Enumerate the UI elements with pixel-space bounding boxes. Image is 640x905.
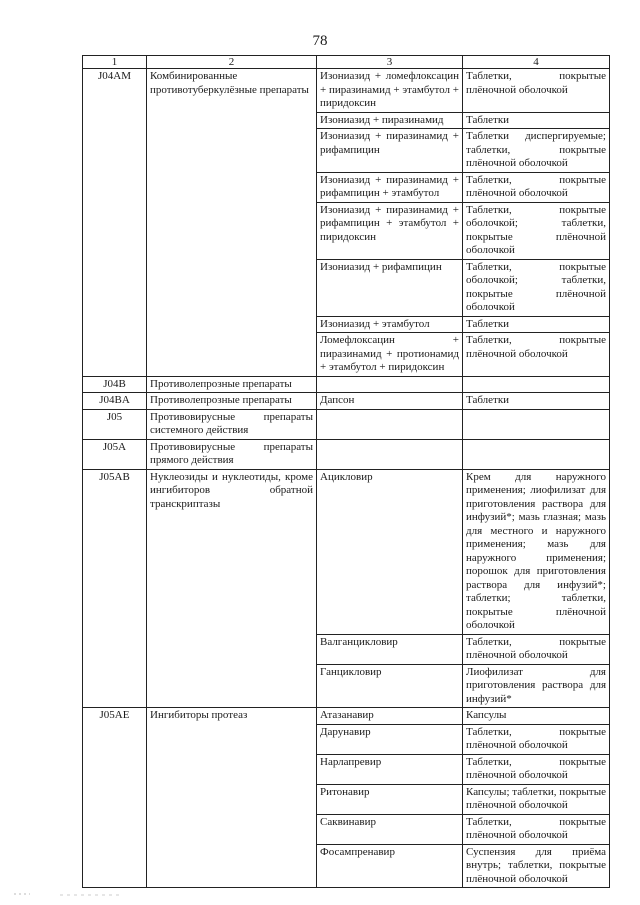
drug-name-cell: Изониазид + пиразинамид — [317, 112, 463, 129]
drug-name-cell: Ганцикловир — [317, 664, 463, 708]
atc-code-cell: J04BA — [83, 393, 147, 410]
scan-edge-marks — [0, 880, 640, 905]
dosage-form-cell: Крем для наружного применения; лиофилизат для приготовления раствора для инфузий*; мазь глазная; мазь для местного и наружного применения; мазь для наружного применения; порошок для приготовления раствора для инфузий*; таблетки; таблетки, покрытые плёночной оболочкой — [463, 469, 610, 634]
group-name-cell: Ингибиторы протеаз — [147, 708, 317, 888]
atc-code-cell: J04B — [83, 376, 147, 393]
dosage-form-cell: Суспензия для приёма внутрь; таблетки, покрытые плёночной оболочкой — [463, 844, 610, 888]
drug-table — [82, 55, 610, 888]
drug-name-cell: Фосампренавир — [317, 844, 463, 888]
table-row — [83, 69, 610, 113]
dosage-form-cell: Таблетки, покрытые плёночной оболочкой — [463, 69, 610, 113]
dosage-form-cell: Таблетки, покрытые плёночной оболочкой — [463, 634, 610, 664]
dosage-form-cell — [463, 376, 610, 393]
drug-name-cell — [317, 409, 463, 439]
drug-name-cell: Ритонавир — [317, 784, 463, 814]
drug-name-cell — [317, 439, 463, 469]
dosage-form-cell — [463, 439, 610, 469]
group-name-cell: Противовирусные препараты прямого действия — [147, 439, 317, 469]
drug-name-cell: Дарунавир — [317, 724, 463, 754]
dosage-form-cell: Таблетки — [463, 316, 610, 333]
header-col-4: 4 — [463, 56, 610, 69]
drug-name-cell: Изониазид + пиразинамид + рифампицин — [317, 129, 463, 173]
drug-name-cell: Валганцикловир — [317, 634, 463, 664]
group-name-cell: Нуклеозиды и нуклеотиды, кроме ингибиторов обратной транскриптазы — [147, 469, 317, 708]
header-col-3: 3 — [317, 56, 463, 69]
dosage-form-cell: Таблетки, покрытые плёночной оболочкой — [463, 754, 610, 784]
group-name-cell: Противовирусные препараты системного действия — [147, 409, 317, 439]
table-row — [83, 439, 610, 469]
dosage-form-cell: Таблетки, покрытые оболочкой; таблетки, покрытые плёночной оболочкой — [463, 259, 610, 316]
table-row — [83, 393, 610, 410]
table-row — [83, 376, 610, 393]
group-name-cell: Противолепрозные препараты — [147, 376, 317, 393]
drug-name-cell: Изониазид + этамбутол — [317, 316, 463, 333]
drug-name-cell: Ацикловир — [317, 469, 463, 634]
group-name-cell: Комбинированные противотуберкулёзные препараты — [147, 69, 317, 377]
atc-code-cell: J05 — [83, 409, 147, 439]
dosage-form-cell: Таблетки диспергируемые; таблетки, покрытые плёночной оболочкой — [463, 129, 610, 173]
table-header-row — [83, 56, 610, 69]
drug-name-cell: Изониазид + рифампицин — [317, 259, 463, 316]
drug-name-cell: Изониазид + пиразинамид + рифампицин + этамбутол + пиридоксин — [317, 202, 463, 259]
atc-code-cell: J05AE — [83, 708, 147, 888]
drug-name-cell: Изониазид + ломефлоксацин + пиразинамид + этамбутол + пиридоксин — [317, 69, 463, 113]
dosage-form-cell: Таблетки, покрытые плёночной оболочкой — [463, 724, 610, 754]
drug-name-cell: Изониазид + пиразинамид + рифампицин + этамбутол — [317, 172, 463, 202]
table-row — [83, 409, 610, 439]
drug-name-cell: Атазанавир — [317, 708, 463, 725]
group-name-cell: Противолепрозные препараты — [147, 393, 317, 410]
drug-name-cell: Нарлапревир — [317, 754, 463, 784]
table-row — [83, 469, 610, 634]
drug-name-cell: Ломефлоксацин + пиразинамид + протионамид + этамбутол + пиридоксин — [317, 333, 463, 377]
dosage-form-cell: Таблетки, покрытые плёночной оболочкой — [463, 172, 610, 202]
drug-name-cell: Дапсон — [317, 393, 463, 410]
page-number: 78 — [312, 33, 328, 49]
header-col-2: 2 — [147, 56, 317, 69]
dosage-form-cell: Таблетки, покрытые оболочкой; таблетки, покрытые плёночной оболочкой — [463, 202, 610, 259]
dosage-form-cell: Таблетки, покрытые плёночной оболочкой — [463, 333, 610, 377]
dosage-form-cell: Таблетки — [463, 112, 610, 129]
atc-code-cell: J04AM — [83, 69, 147, 377]
dosage-form-cell: Лиофилизат для приготовления раствора для инфузий* — [463, 664, 610, 708]
table-row — [83, 708, 610, 725]
dosage-form-cell: Таблетки, покрытые плёночной оболочкой — [463, 814, 610, 844]
dosage-form-cell: Таблетки — [463, 393, 610, 410]
drug-name-cell: Саквинавир — [317, 814, 463, 844]
atc-code-cell: J05A — [83, 439, 147, 469]
header-col-1: 1 — [83, 56, 147, 69]
dosage-form-cell: Капсулы — [463, 708, 610, 725]
dosage-form-cell: Капсулы; таблетки, покрытые плёночной оболочкой — [463, 784, 610, 814]
atc-code-cell: J05AB — [83, 469, 147, 708]
dosage-form-cell — [463, 409, 610, 439]
drug-name-cell — [317, 376, 463, 393]
